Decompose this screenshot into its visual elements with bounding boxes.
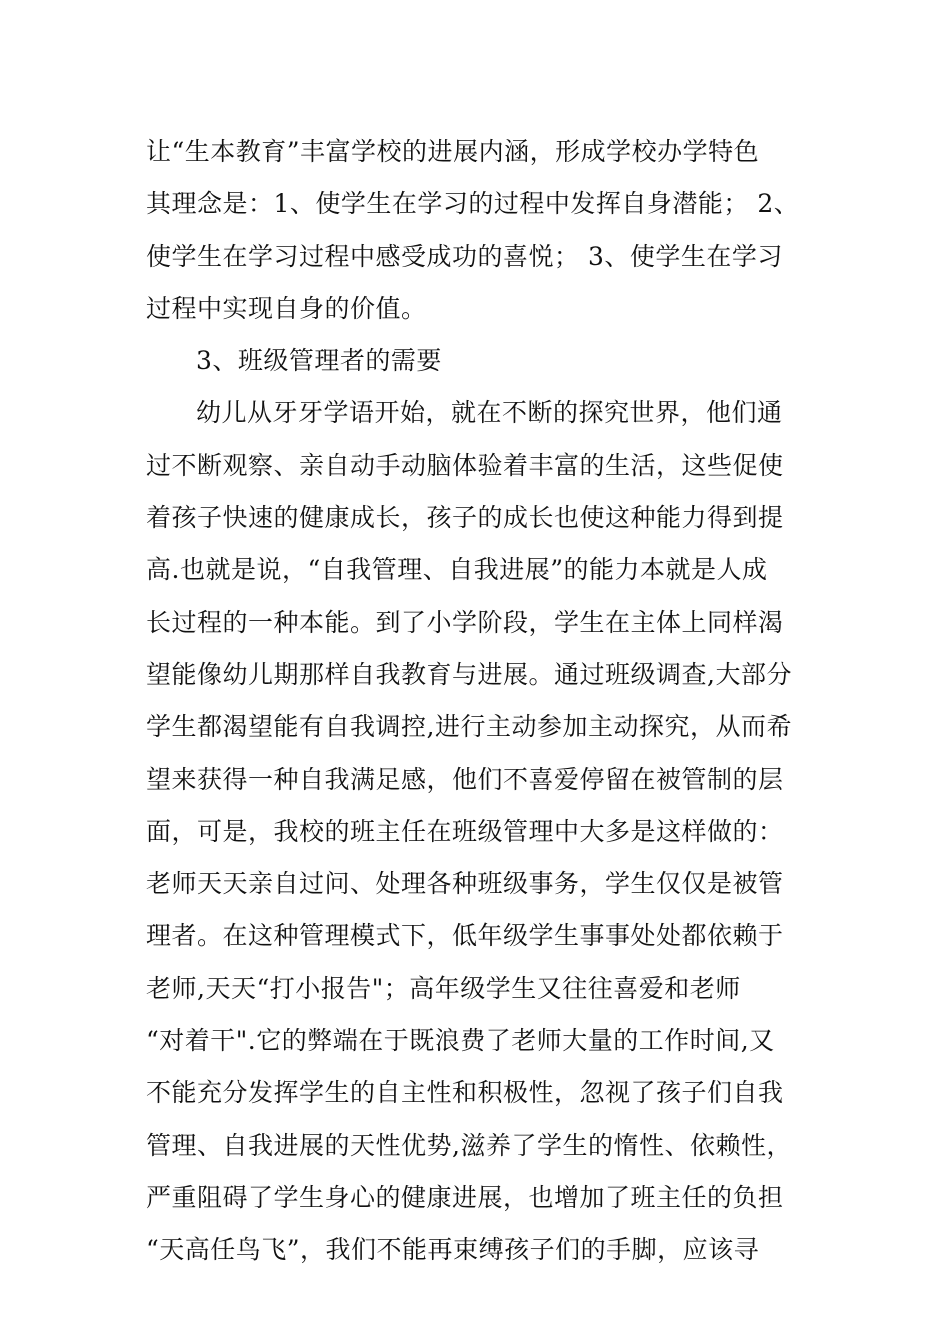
text-line: 面，可是，我校的班主任在班级管理中大多是这样做的： <box>146 816 784 846</box>
text-line: 使学生在学习过程中感受成功的喜悦； 3、使学生在学习 <box>146 241 783 271</box>
text-line: 不能充分发挥学生的自主性和积极性，忽视了孩子们自我 <box>146 1078 784 1108</box>
text-line: 着孩子快速的健康成长，孩子的成长也使这种能力得到提 <box>146 503 784 533</box>
text-line: 让“生本教育”丰富学校的进展内涵，形成学校办学特色 <box>146 137 760 166</box>
text-line: “天高任鸟飞”，我们不能再束缚孩子们的手脚，应该寻 <box>146 1235 760 1265</box>
text-line: 严重阻碍了学生身心的健康进展，也增加了班主任的负担 <box>146 1182 784 1212</box>
body-text <box>146 126 806 1277</box>
text-line: 学生都渴望能有自我调控,进行主动参加主动探究，从而希 <box>146 712 792 742</box>
text-line: 望能像幼儿期那样自我教育与进展。通过班级调查,大部分 <box>146 659 792 689</box>
text-line: 过不断观察、亲自动手动脑体验着丰富的生活，这些促使 <box>146 450 784 480</box>
text-line: 望来获得一种自我满足感，他们不喜爱停留在被管制的层 <box>146 764 784 794</box>
text-line: 老师,天天“打小报告"；高年级学生又往往喜爱和老师 <box>146 973 741 1003</box>
text-line: 高.也就是说，“自我管理、自我进展”的能力本就是人成 <box>146 555 768 585</box>
text-line: 理者。在这种管理模式下，低年级学生事事处处都依赖于 <box>146 921 784 951</box>
text-line: 长过程的一种本能。到了小学阶段，学生在主体上同样渴 <box>146 607 784 637</box>
text-line: “对着干".它的弊端在于既浪费了老师大量的工作时间,又 <box>146 1026 775 1056</box>
text-line: 幼儿从牙牙学语开始，就在不断的探究世界，他们通 <box>196 398 783 428</box>
section-heading: 3、班级管理者的需要 <box>196 346 442 376</box>
text-line: 过程中实现自身的价值。 <box>146 293 427 323</box>
text-line: 管理、自我进展的天性优势,滋养了学生的惰性、依赖性， <box>146 1130 792 1160</box>
text-line: 其理念是：1、使学生在学习的过程中发挥自身潜能； 2、 <box>146 189 800 219</box>
text-line: 老师天天亲自过问、处理各种班级事务，学生仅仅是被管 <box>146 869 784 899</box>
